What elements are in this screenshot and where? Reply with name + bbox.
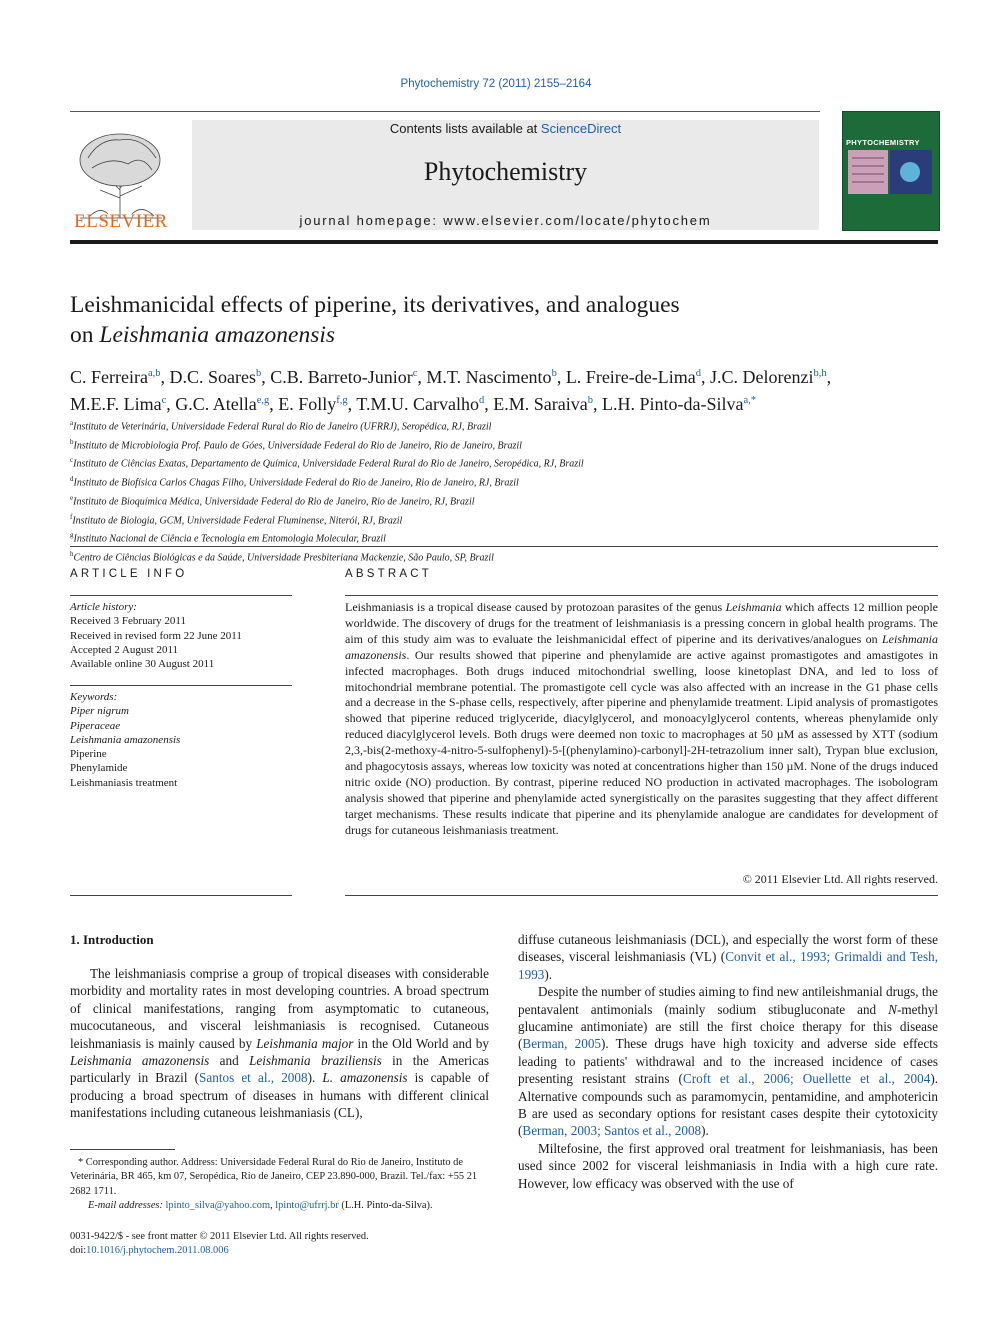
affiliation-key: g <box>70 531 74 540</box>
intro-text: ). Alternative compounds such as paramomycin, pentamidine, and amphotericin B are used as secondary options for resistant cases despite their cytotoxicity ( <box>518 1071 939 1139</box>
affiliation-text: Instituto de Veterinária, Universidade Federal Rural do Rio de Janeiro (UFRRJ), Seropédica, RJ, Brazil <box>73 421 492 433</box>
author-affiliation-marker[interactable]: a,b <box>147 368 161 379</box>
affiliation-item <box>70 435 938 454</box>
author-affiliation-marker[interactable]: c <box>161 395 167 406</box>
author-affiliation-marker[interactable]: b <box>551 368 557 379</box>
citation-link[interactable]: Convit et al., 1993; Grimaldi and Tesh, 1993 <box>518 949 939 982</box>
email-link-1[interactable]: lpinto_silva@yahoo.com <box>165 1200 271 1212</box>
author-name: L. Freire-de-Lima <box>565 367 696 387</box>
affiliation-key: d <box>70 475 74 484</box>
author-separator: , <box>417 367 427 387</box>
affiliation-text: Instituto de Microbiologia Prof. Paulo de Góes, Universidade Federal do Rio de Janeiro, Rio de Janeiro, Brazil <box>73 440 522 452</box>
keyword-item: Piperine <box>70 748 107 761</box>
affiliation-item <box>70 416 938 435</box>
abstract-genus: Leishmania <box>725 600 782 614</box>
affiliation-key: e <box>70 493 74 502</box>
affiliation-text: Instituto Nacional de Ciência e Tecnologia em Entomologia Molecular, Brazil <box>73 533 386 545</box>
elsevier-wordmark: ELSEVIER <box>74 211 168 232</box>
history-received: Received 3 February 2011 <box>70 615 186 628</box>
citation-link[interactable]: Berman, 2005 <box>522 1036 602 1052</box>
contents-line <box>192 121 819 136</box>
doi-line <box>70 1244 570 1258</box>
intro-paragraph-1 <box>70 965 489 1122</box>
affiliation-item <box>70 510 938 529</box>
abstract-text <box>345 600 938 839</box>
author-separator: , <box>484 394 494 414</box>
author-separator: , <box>160 367 170 387</box>
header-thick-rule <box>70 240 938 244</box>
author-separator: , <box>556 367 566 387</box>
species-name: Leishmania amazonensis <box>70 1053 210 1069</box>
author-name: L.H. Pinto-da-Silva <box>602 394 744 414</box>
abstract-part-3: . Our results showed that piperine and phenylamide are active against promastigotes and amastigotes in infected macrophages. Both drugs induced mitochondrial swelling, loose kinetoplast DNA, and led to loss of mitochondrial membrane potential. The promastigote cell cycle was also affected with an increase in the G1 phase cells and a decrease in the S-phase cells, respectively, after piperine and phenylamide treatment. Lipid analysis of promastigotes showed that piperine reduced triglyceride, diacylglycerol, and monoacylglycerol contents, whereas phenylamide only reduced diacylglycerol levels. Both drugs were deemed non toxic to macrophages at 50 µM as assessed by XTT (sodium 2,3,-bis(2-methoxy-4-nitro-5-sulfophenyl)-5-[(phenylamino)-carbonyl]-2H-tetrazolium inner salt), Trypan blue exclusion, and phagocytosis assays, whereas low toxicity was noted at concentrations higher than 150 µM. None of the drugs induced nitric oxide (NO) production. By contrast, piperine reduced NO production in activated macrophages. The isobologram analysis showed that piperine and phenylamide acted synergistically on the parasites suggesting that they affect different target mechanisms. These results indicate that piperine and its phenylamide analogue are candidates for development of drugs for cutaneous leishmaniasis treatment. <box>345 647 938 837</box>
contents-prefix: Contents lists available at <box>389 121 541 136</box>
author-affiliation-marker[interactable]: c <box>412 368 418 379</box>
intro-text: is capable of producing a broad spectrum of diseases in humans with different clinical manifestations including cutaneous leishmaniasis (CL), <box>70 1070 489 1121</box>
affiliation-item <box>70 453 938 472</box>
email-label: E-mail addresses: <box>88 1200 166 1212</box>
abstract-rule <box>345 595 938 596</box>
history-accepted: Accepted 2 August 2011 <box>70 643 179 656</box>
author-affiliation-marker[interactable]: d <box>695 368 701 379</box>
header-rule <box>70 111 820 112</box>
journal-title: Phytochemistry <box>423 157 588 186</box>
intro-text: ). <box>544 966 553 982</box>
affiliation-text: Instituto de Bioquímica Médica, Universidade Federal do Rio de Janeiro, Rio de Janeiro, RJ, Brazil <box>73 496 475 508</box>
footnote-rule <box>70 1149 175 1150</box>
citation-link[interactable]: Croft et al., 2006; Ouellette et al., 2004 <box>682 1071 931 1087</box>
abstract-part-1: Leishmaniasis is a tropical disease caused by protozoan parasites of the genus <box>345 600 726 614</box>
author-name: T.M.U. Carvalho <box>356 394 480 414</box>
affiliation-text: Instituto de Biologia, GCM, Universidade Federal Fluminense, Niterói, RJ, Brazil <box>72 515 403 526</box>
intro-text: in the Americas particularly in Brazil ( <box>70 1053 490 1086</box>
intro-text: ). <box>701 1123 709 1139</box>
article-info-rule <box>70 595 292 596</box>
author-list <box>70 362 938 416</box>
intro-text: and <box>209 1053 250 1069</box>
author-name: M.T. Nascimento <box>426 367 552 387</box>
abstract-species: Leishmania amazonensis <box>345 631 938 662</box>
article-info-bottom-rule <box>70 895 292 896</box>
author-affiliation-marker[interactable]: d <box>479 395 485 406</box>
introduction-heading: 1. Introduction <box>70 932 154 947</box>
intro-text: Despite the number of studies aiming to find new antileishmanial drugs, the pentavalent antimonials (mainly sodium stibugluconate and <box>518 984 938 1017</box>
intro-text: ). <box>307 1070 323 1086</box>
affiliation-key: a <box>70 419 74 427</box>
article-title <box>70 290 938 350</box>
species-name: Leishmania major <box>256 1035 354 1051</box>
title-line-2 <box>70 320 938 350</box>
intro-text: in the Old World and by <box>353 1035 489 1051</box>
issn-block <box>70 1230 570 1259</box>
email-link-2[interactable]: lpinto@ufrrj.br <box>275 1200 339 1212</box>
author-affiliation-marker[interactable]: a,* <box>743 395 757 406</box>
corresponding-author-text: * Corresponding author. Address: Universidade Federal Rural do Rio de Janeiro, Instituto de Veterinária, BR 465, km 07, Seropédica, Rio de Janeiro, CEP 23.890-000, Brazil. Tel./fax: +55 21 2682 1711. <box>70 1157 478 1197</box>
author-separator: , <box>826 367 832 387</box>
journal-citation[interactable]: Phytochemistry 72 (2011) 2155–2164 <box>400 78 592 90</box>
keyword-item: Piperaceae <box>70 719 121 732</box>
author-name: J.C. Delorenzi <box>710 367 814 387</box>
title-line-2-prefix: on <box>70 322 100 348</box>
affiliation-text: Instituto de Biofísica Carlos Chagas Filho, Universidade Federal do Rio de Janeiro, Rio de Janeiro, RJ, Brazil <box>73 477 519 489</box>
abstract-bottom-rule <box>345 895 938 896</box>
citation-link[interactable]: Santos et al., 2008 <box>199 1070 308 1086</box>
author-affiliation-marker[interactable]: e,g <box>256 395 270 406</box>
intro-paragraph-2 <box>518 983 938 1140</box>
author-separator: , <box>166 394 176 414</box>
author-separator: , <box>347 394 357 414</box>
keywords-label: Keywords: <box>70 691 118 703</box>
author-name: G.C. Atella <box>175 394 257 414</box>
intro-text: The leishmaniasis comprise a group of tropical diseases with considerable morbidity and mortality rates in most developing countries. A broad spectrum of clinical manifestations, ranging from asymptomatic to cutaneous, mucocutaneous, and visceral leishmaniasis is recognised. Cutaneous leishmaniasis is mainly caused by <box>70 966 489 1051</box>
keyword-item: Piper nigrum <box>70 705 129 718</box>
author-name: M.E.F. Lima <box>70 394 162 414</box>
corresponding-author-footnote <box>70 1156 489 1214</box>
issn-line: 0031-9422/$ - see front matter © 2011 Elsevier Ltd. All rights reserved. <box>70 1231 369 1242</box>
author-name: E. Folly <box>278 394 337 414</box>
affiliation-text: Instituto de Ciências Exatas, Departamento de Química, Universidade Federal Rural do Rio de Janeiro, Seropédica, RJ, Brazil <box>73 458 584 470</box>
homepage-url[interactable]: www.elsevier.com/locate/phytochem <box>443 213 712 228</box>
cover-image <box>848 150 932 194</box>
intro-text: -methyl glucamine antimoniate) are still the first choice therapy for this disease ( <box>518 1001 938 1052</box>
affiliation-key: h <box>70 550 74 559</box>
doi-link[interactable]: 10.1016/j.phytochem.2011.08.006 <box>86 1245 229 1257</box>
author-affiliation-marker[interactable]: b <box>587 395 593 406</box>
article-history <box>70 600 292 671</box>
email-separator: , <box>270 1200 276 1212</box>
author-separator: , <box>261 367 271 387</box>
keyword-item: Phenylamide <box>70 762 128 775</box>
species-name: Leishmania braziliensis <box>249 1053 382 1069</box>
history-revised: Received in revised form 22 June 2011 <box>70 629 242 642</box>
affiliation-text: Centro de Ciências Biológicas e da Saúde, Universidade Presbiteriana Mackenzie, São Paulo, SP, Brazil <box>73 552 494 564</box>
author-name: D.C. Soares <box>169 367 257 387</box>
article-info-heading: ARTICLE INFO <box>70 568 188 580</box>
section-divider <box>70 546 938 547</box>
author-separator: , <box>593 394 602 414</box>
intro-right-column <box>518 931 938 1192</box>
email-suffix: (L.H. Pinto-da-Silva). <box>338 1200 433 1212</box>
author-affiliation-marker[interactable]: b <box>256 368 262 379</box>
keyword-item: Leishmaniasis treatment <box>70 776 178 789</box>
email-line <box>70 1199 489 1213</box>
intro-paragraph-1-cont <box>518 931 938 983</box>
author-name: C. Ferreira <box>70 367 148 387</box>
affiliation-key: b <box>70 437 74 446</box>
doi-label: doi: <box>70 1245 87 1257</box>
title-species: Leishmania amazonensis <box>99 322 336 348</box>
affiliation-item <box>70 472 938 491</box>
abstract-heading: ABSTRACT <box>345 568 432 580</box>
keywords-rule <box>70 685 292 686</box>
affiliation-item <box>70 547 938 566</box>
author-affiliation-marker[interactable]: f,g <box>336 395 348 406</box>
intro-left-column <box>70 965 489 1122</box>
intro-paragraph-3: Miltefosine, the first approved oral treatment for leishmaniasis, has been used since 2002 for visceral leishmaniasis in India with a high cure rate. However, low efficacy was observed with the use of <box>518 1140 938 1191</box>
author-name: E.M. Saraiva <box>493 394 588 414</box>
chemical-prefix: N <box>888 1001 897 1017</box>
journal-homepage <box>192 213 819 228</box>
title-line-1: Leishmanicidal effects of piperine, its derivatives, and analogues <box>70 292 680 318</box>
species-name: L. amazonensis <box>322 1070 408 1086</box>
affiliation-item <box>70 528 938 547</box>
keyword-list <box>70 704 292 790</box>
intro-text: diffuse cutaneous leishmaniasis (DCL), and especially the worst form of these diseases, visceral leishmaniasis (VL) ( <box>518 932 938 965</box>
history-label: Article history: <box>70 601 137 613</box>
author-name: C.B. Barreto-Junior <box>270 367 413 387</box>
affiliation-key: f <box>70 512 73 521</box>
cover-title: PHYTOCHEMISTRY <box>846 138 920 147</box>
keywords <box>70 690 292 790</box>
homepage-prefix: journal homepage: <box>299 213 444 228</box>
sciencedirect-link[interactable]: ScienceDirect <box>540 121 622 136</box>
author-affiliation-marker[interactable]: b,h <box>813 368 827 379</box>
intro-text: ). These drugs have high toxicity and adverse side effects leading to patients' withdrawal and to the increased incidence of cases presenting resistant strains ( <box>518 1036 939 1087</box>
citation-link[interactable]: Berman, 2003; Santos et al., 2008 <box>522 1123 702 1139</box>
history-online: Available online 30 August 2011 <box>70 658 215 671</box>
author-separator: , <box>269 394 279 414</box>
abstract-part-2: which affects 12 million people worldwide. The discovery of drugs for the treatment of leishmaniasis is a pressing concern in global health programs. The aim of this study aim was to evaluate the leishmanicidal effect of piperine and its derivatives/analogues on <box>345 600 938 646</box>
affiliation-list <box>70 416 938 566</box>
abstract-copyright: © 2011 Elsevier Ltd. All rights reserved. <box>742 872 938 886</box>
affiliation-item <box>70 491 938 510</box>
affiliation-key: c <box>70 456 74 465</box>
keyword-item: Leishmania amazonensis <box>70 733 181 746</box>
author-separator: , <box>701 367 710 387</box>
